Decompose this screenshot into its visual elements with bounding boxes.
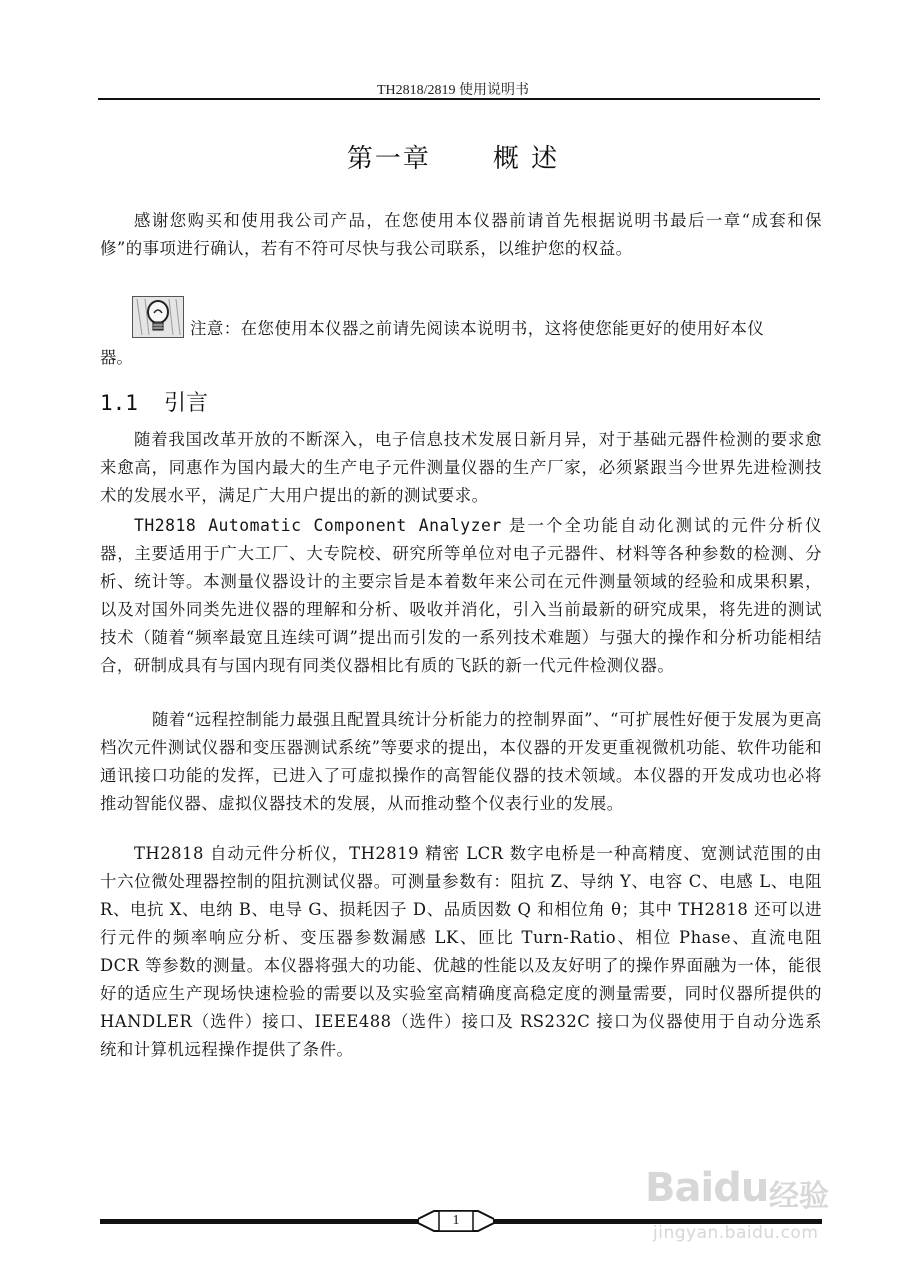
- watermark: [645, 1145, 845, 1255]
- watermark-brand: Baidu: [645, 1165, 769, 1211]
- section-number: 1.1: [100, 391, 138, 415]
- section-heading: [100, 386, 208, 417]
- note-line-1: 注意：在您使用本仪器之前请先阅读本说明书，这将使您能更好的使用好本仪: [190, 319, 765, 338]
- paragraph-1: 随着我国改革开放的不断深入，电子信息技术发展日新月异，对于基础元器件检测的要求愈来愈高，同惠作为国内最大的生产电子元件测量仪器的生产厂家，必须紧跟当今世界先进检测技术的发展水平，满足广大用户提出的新的测试要求。: [100, 430, 822, 505]
- chapter-number: 第一章: [346, 144, 431, 174]
- header-rule: [98, 98, 820, 100]
- intro-paragraph: 感谢您购买和使用我公司产品，在您使用本仪器前请首先根据说明书最后一章“成套和保修”的事项进行确认，若有不符可尽快与我公司联系，以维护您的权益。: [100, 211, 822, 258]
- chapter-title: [0, 138, 906, 175]
- watermark-url: jingyan.baidu.com: [653, 1223, 819, 1243]
- chapter-name: 概 述: [492, 144, 560, 174]
- paragraph-2: [100, 512, 822, 680]
- model-name: TH2818 Automatic Component Analyzer: [134, 516, 502, 535]
- note-line-2: 器。: [100, 348, 133, 367]
- watermark-cn: 经验: [769, 1179, 829, 1214]
- footer-rule-left: [100, 1219, 418, 1224]
- page-number: 1: [452, 1213, 460, 1228]
- header-title: TH2818/2819 使用说明书: [376, 83, 530, 98]
- lightbulb-icon: [132, 296, 184, 338]
- paragraph-4: TH2818 自动元件分析仪，TH2819 精密 LCR 数字电桥是一种高精度、宽测试范围的由十六位微处理器控制的阻抗测试仪器。可测量参数有：阻抗 Z、导纳 Y、电容 C、电感 L、电阻 R、电抗 X、电纳 B、电导 G、损耗因子 D、品质因数 Q 和相位角 θ；其中 TH2818 还可以进行元件的频率响应分析、变压器参数漏感 LK、匝比 Turn-Ratio、相位 Phase、直流电阻 DCR 等参数的测量。本仪器将强大的功能、优越的性能以及友好明了的操作界面融为一体，能很好的适应生产现场快速检验的需要以及实验室高精确度高稳定度的测量需要，同时仪器所提供的 HANDLER（选件）接口、IEEE488（选件）接口及 RS232C 接口为仪器使用于自动分选系统和计算机远程操作提供了条件。: [100, 844, 822, 1059]
- paragraph-2-text: 是一个全功能自动化测试的元件分析仪器，主要适用于广大工厂、大专院校、研究所等单位对电子元器件、材料等各种参数的检测、分析、统计等。本测量仪器设计的主要宗旨是本着数年来公司在元件测量领域的经验和成果积累，以及对国外同类先进仪器的理解和分析、吸收并消化，引入当前最新的研究成果，将先进的测试技术（随着“频率最宽且连续可调”提出而引发的一系列技术难题）与强大的操作和分析功能相结合，研制成具有与国内现有同类仪器相比有质的飞跃的新一代元件检测仪器。: [100, 516, 822, 675]
- section-title: 引言: [163, 391, 208, 416]
- paragraph-3: 随着“远程控制能力最强且配置具统计分析能力的控制界面”、“可扩展性好便于发展为更高档次元件测试仪器和变压器测试系统”等要求的提出，本仪器的开发更重视微机功能、软件功能和通讯接口功能的发挥，已进入了可虚拟操作的高智能仪器的技术领域。本仪器的开发成功也必将推动智能仪器、虚拟仪器技术的发展，从而推动整个仪表行业的发展。: [100, 710, 822, 813]
